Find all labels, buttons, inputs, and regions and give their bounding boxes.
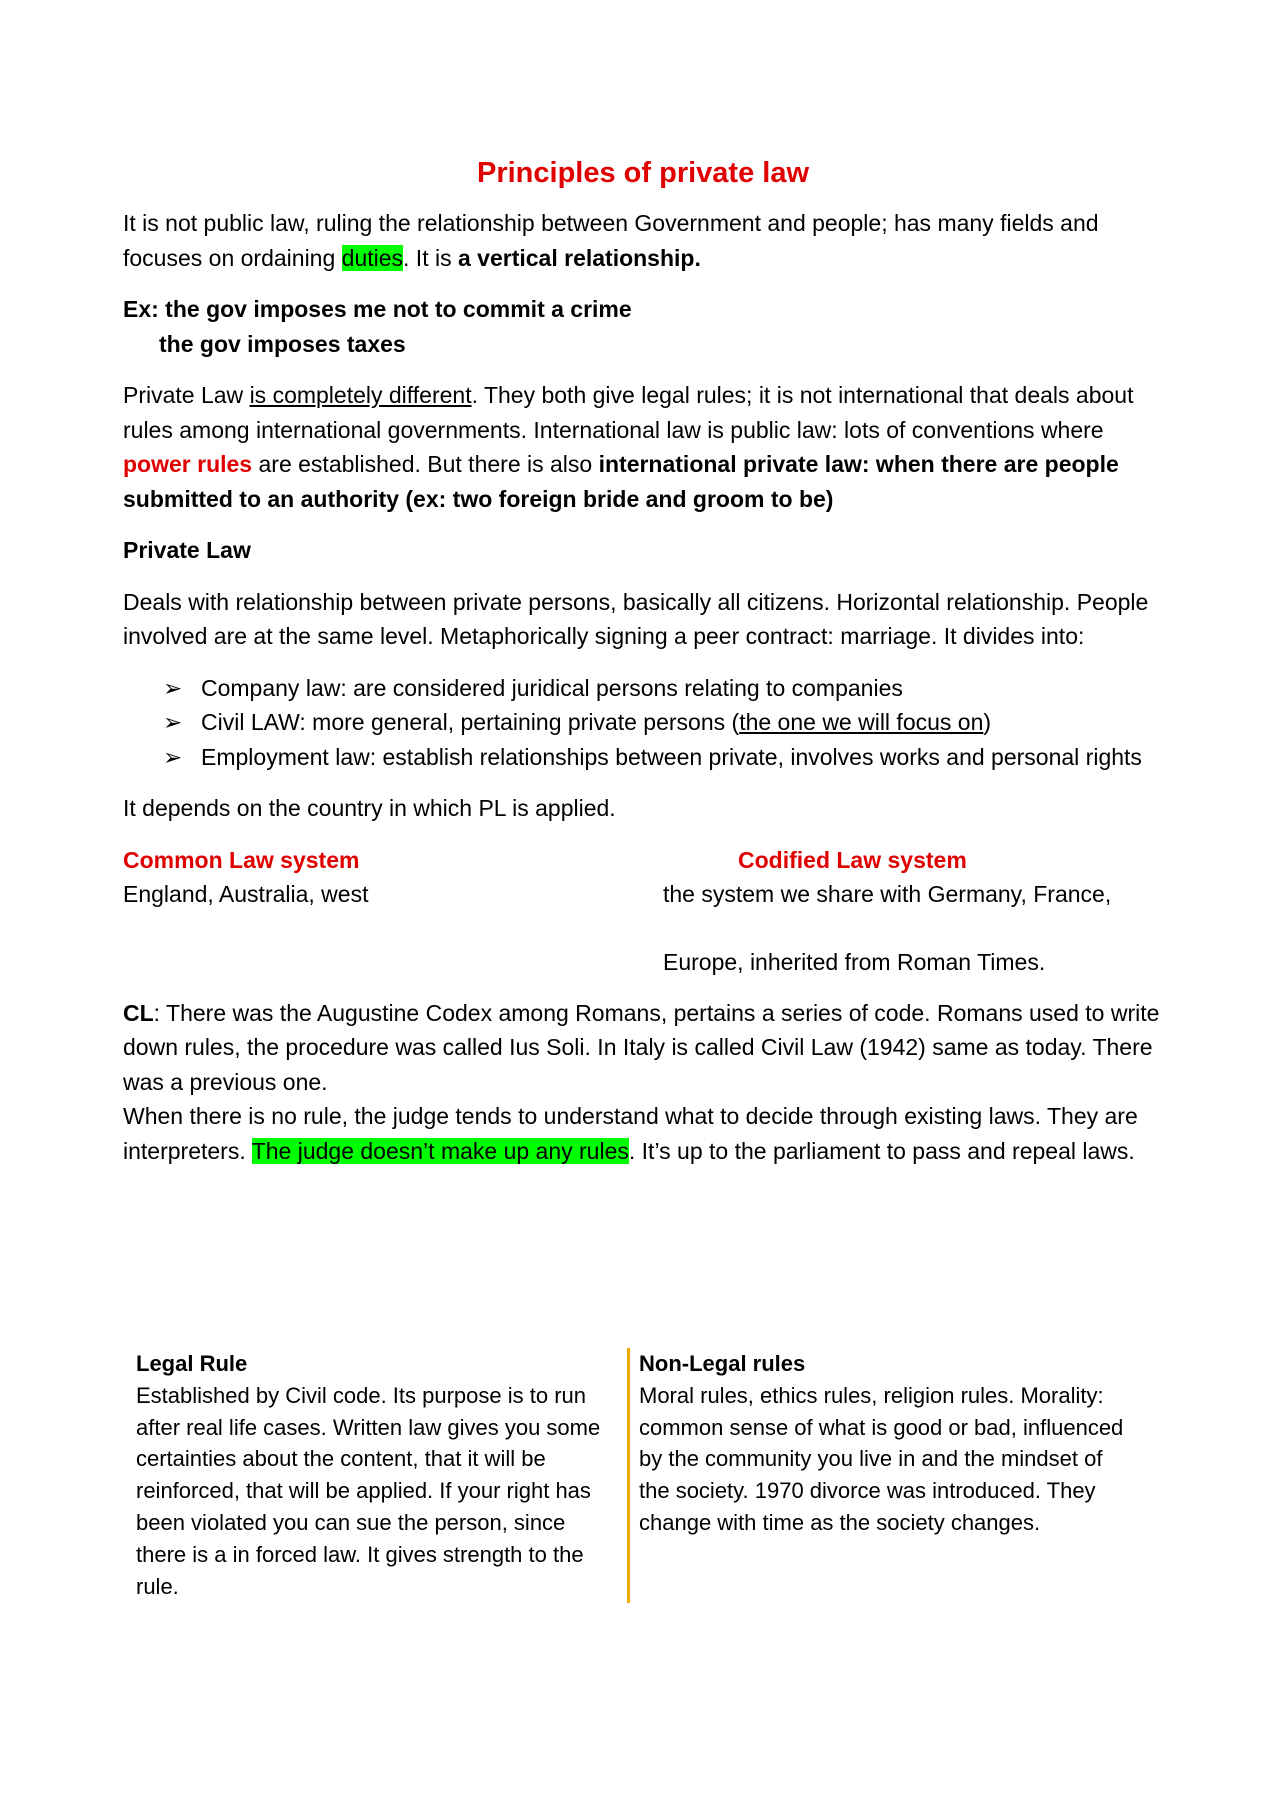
intro-paragraph xyxy=(123,206,1163,275)
document-body xyxy=(123,152,1163,1168)
judge-paragraph xyxy=(123,1099,1163,1168)
power-rules-red: power rules xyxy=(123,451,253,477)
arrow-bullet-icon: ➢ xyxy=(163,743,183,770)
common-law-column xyxy=(123,843,423,912)
non-legal-rule-column xyxy=(639,1348,1139,1539)
non-legal-rule-body: Moral rules, ethics rules, religion rules. Morality: common sense of what is good or bad, influenced by the community you live in and the mindset of the society. 1970 divorce was introduced. They change with time as the society changes. xyxy=(639,1382,1124,1535)
legal-rule-body: Established by Civil code. Its purpose is to run after real life cases. Written law gives you some certainties about the content, that it will be reinforced, that will be applied. If your right has been violated you can sue the person, since there is a in forced law. It gives strength to the rule. xyxy=(136,1382,601,1599)
list-item-text: Civil LAW: more general, pertaining private persons ( xyxy=(201,709,740,735)
text-span: : There was the Augustine Codex among Romans, pertains a series of code. Romans used to write down rules, the procedure was called Ius Soli. In Italy is called Civil Law (1942) same as today. There was a previous one. xyxy=(123,999,1160,1095)
common-law-body: England, Australia, west xyxy=(123,881,369,907)
text-span: . They both give legal rules; it is not international that deals about rules among international governments. International law is public law: lots of conventions where xyxy=(123,382,1134,443)
examples-block xyxy=(123,292,1163,361)
law-systems-comparison xyxy=(123,843,1163,979)
example-line-2: the gov imposes taxes xyxy=(159,330,406,357)
intro-text-2: . It is xyxy=(403,244,458,271)
list-item-text: Company law: are considered juridical persons relating to companies xyxy=(201,674,903,701)
example-line-1: Ex: the gov imposes me not to commit a crime xyxy=(123,296,632,322)
depends-paragraph: It depends on the country in which PL is applied. xyxy=(123,795,616,821)
page-title: Principles of private law xyxy=(477,157,809,189)
legal-rule-column xyxy=(136,1348,616,1602)
codified-law-body-2: Europe, inherited from Roman Times. xyxy=(663,948,1046,975)
text-span: are established. But there is also xyxy=(252,451,599,477)
intro-text: It is not public law, ruling the relationship between Government and people; has many fields and focuses on ordaining xyxy=(123,210,1099,271)
text-span: . It’s up to the parliament to pass and repeal laws. xyxy=(628,1137,1135,1164)
arrow-bullet-icon: ➢ xyxy=(163,709,183,735)
list-item-text: Employment law: establish relationships between private, involves works and personal rights xyxy=(201,743,1142,770)
underlined-focus-note: the one we will focus on xyxy=(739,709,984,735)
list-item xyxy=(163,705,1163,740)
deals-paragraph: Deals with relationship between private persons, basically all citizens. Horizontal relationship. People involved are at the same level. Metaphorically signing a peer contract: marriage. It divides into: xyxy=(123,588,1149,649)
text-span: Private Law xyxy=(123,382,250,408)
list-item xyxy=(163,671,1163,706)
common-law-heading: Common Law system xyxy=(123,846,360,873)
non-legal-rule-heading: Non-Legal rules xyxy=(639,1351,806,1376)
highlighted-judge-rule: The judge doesn’t make up any rules xyxy=(251,1137,629,1164)
legal-rule-heading: Legal Rule xyxy=(136,1351,248,1376)
private-law-divisions-list xyxy=(123,671,1163,775)
codified-law-body-1: the system we share with Germany, France, xyxy=(663,880,1112,907)
list-item-text: ) xyxy=(983,709,992,735)
private-law-comparison-paragraph xyxy=(123,378,1163,516)
rules-comparison-table xyxy=(123,1348,1163,1608)
private-law-heading: Private Law xyxy=(123,537,251,563)
column-divider xyxy=(627,1348,630,1603)
cl-paragraph xyxy=(123,996,1163,1100)
highlighted-duties: duties xyxy=(341,244,404,271)
underlined-completely-different: is completely different xyxy=(249,382,472,408)
codified-law-heading: Codified Law system xyxy=(738,846,967,873)
list-item xyxy=(163,740,1163,775)
text-span: When there is no rule, the judge tends to understand what to decide through existing laws. They are interpreters. xyxy=(123,1103,1138,1164)
arrow-bullet-icon: ➢ xyxy=(163,674,183,701)
vertical-relationship-bold: a vertical relationship. xyxy=(457,244,701,271)
international-private-law-bold: international private law: when there are people submitted to an authority (ex: two foreign bride and groom to be) xyxy=(123,451,1119,512)
cl-label: CL xyxy=(123,999,154,1026)
